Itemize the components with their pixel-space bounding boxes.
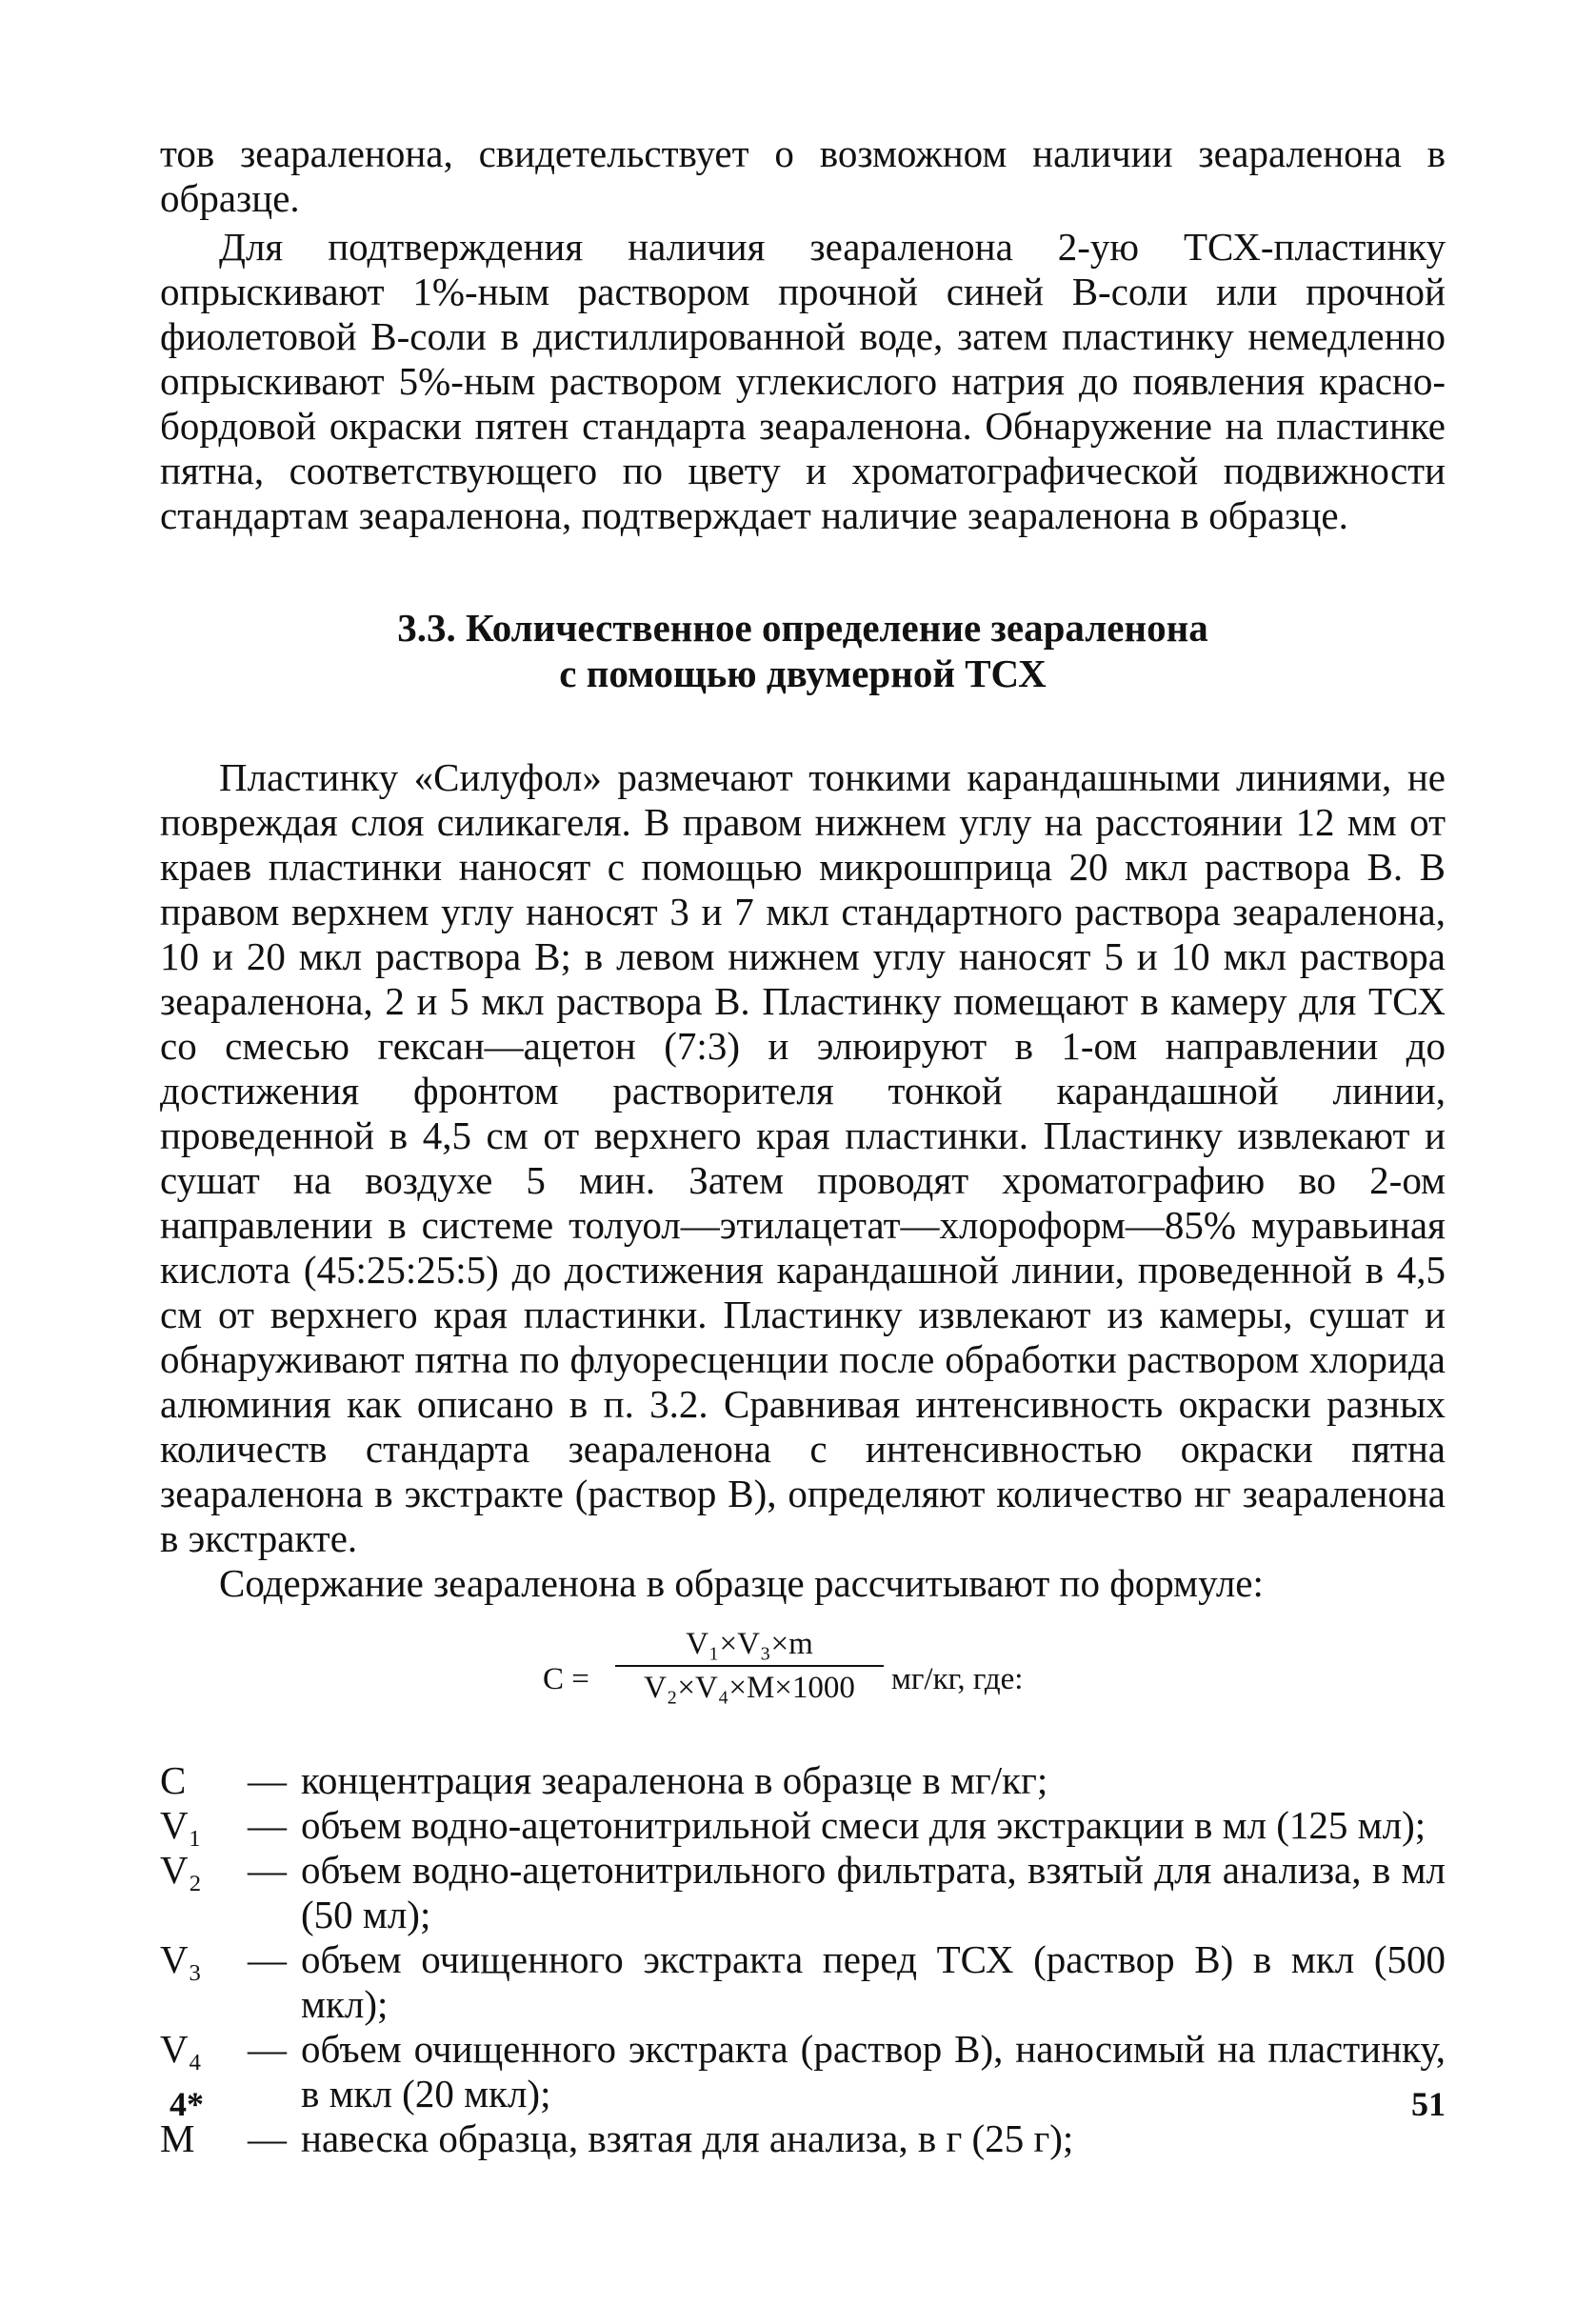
definition-dash: — <box>248 1758 287 1802</box>
document-page <box>160 131 1446 2161</box>
page-number: 51 <box>1411 2085 1446 2123</box>
definition-text: объем очищенного экстракта (раствор В), наносимый на пластинку, в мкл (20 мкл); <box>301 2027 1446 2116</box>
definition-dash: — <box>248 1803 287 1847</box>
paragraph-confirmation: Для подтверждения наличия зеараленона 2-ую ТСХ-пластинку опрыскивают 1%-ным раствором прочной синей В-соли или прочной фиолетовой В-соли в дистиллированной воде, затем пластинку немедленно опрыскивают 5%-ным раствором углекислого натрия до появления красно-бордовой окраски пятен стандарта зеараленона. Обнаружение на пластинке пятна, соответствующего по цвету и хроматографической подвижности стандартам зеараленона, подтверждает наличие зеараленона в образце. <box>160 225 1446 537</box>
definition-dash: — <box>248 1937 287 1981</box>
formula-unit: мг/кг, где: <box>891 1662 1024 1696</box>
definition-symbol: V₄ <box>160 2027 202 2071</box>
paragraph-formula-intro: Содержание зеараленона в образце рассчитывают по формуле: <box>219 1561 1264 1605</box>
definition-row <box>160 1803 1446 1848</box>
definition-text: объем водно-ацетонитрильного фильтрата, взятый для анализа, в мл (50 мл); <box>301 1848 1446 1936</box>
definitions-list <box>160 1758 1446 2161</box>
formula-denominator: V₂×V₄×M×1000 <box>644 1671 855 1705</box>
definition-symbol: V₁ <box>160 1803 202 1847</box>
signature-mark: 4* <box>170 2085 204 2123</box>
definition-symbol: M <box>160 2116 195 2160</box>
definition-text: концентрация зеараленона в образце в мг/кг; <box>301 1758 1048 1802</box>
definition-text: объем водно-ацетонитрильной смеси для экстракции в мл (125 мл); <box>301 1803 1426 1847</box>
definition-row <box>160 2027 1446 2116</box>
definition-symbol: V₂ <box>160 1848 202 1892</box>
concentration-formula <box>160 1625 1446 1730</box>
definition-dash: — <box>248 2116 287 2160</box>
definition-symbol: V₃ <box>160 1937 202 1981</box>
formula-fraction <box>615 1625 884 1707</box>
formula-lhs: C = <box>543 1662 589 1696</box>
paragraph-procedure: Пластинку «Силуфол» размечают тонкими карандашными линиями, не повреждая слоя силикагеля. В правом нижнем углу на расстоянии 12 мм от краев пластинки наносят с помощью микрошприца 20 мкл раствора В. В правом верхнем углу наносят 3 и 7 мкл стандартного раствора зеараленона, 10 и 20 мкл раствора В; в левом нижнем углу наносят 5 и 10 мкл раствора зеараленона, 2 и 5 мкл раствора В. Пластинку помещают в камеру для ТСХ со смесью гексан—ацетон (7:3) и элюируют в 1-ом направлении до достижения фронтом растворителя тонкой карандашной линии, проведенной в 4,5 см от верхнего края пластинки. Пластинку извлекают и сушат на воздухе 5 мин. Затем проводят хроматографию во 2-ом направлении в системе толуол—этилацетат—хлороформ—85% муравьиная кислота (45:25:25:5) до достижения карандашной линии, проведенной в 4,5 см от верхнего края пластинки. Пластинку извлекают из камеры, сушат и обнаруживают пятна по флуоресценции после обработки раствором хлорида алюминия как описано в п. 3.2. Сравнивая интенсивность окраски разных количеств стандарта зеараленона с интенсивностью окраски пятна зеараленона в экстракте (раствор В), определяют количество нг зеараленона в экстракте. <box>160 755 1446 1560</box>
definition-dash: — <box>248 2027 287 2071</box>
formula-numerator: V₁×V₃×m <box>615 1625 884 1667</box>
definition-row <box>160 1848 1446 1937</box>
section-heading-line-1: 3.3. Количественное определение зеараленона <box>397 606 1208 650</box>
section-heading <box>160 605 1446 696</box>
definition-dash: — <box>248 1848 287 1892</box>
definition-row <box>160 1758 1446 1803</box>
definition-text: навеска образца, взятая для анализа, в г (25 г); <box>301 2116 1074 2160</box>
definition-symbol: C <box>160 1758 187 1802</box>
definition-row <box>160 1937 1446 2027</box>
definition-text: объем очищенного экстракта перед ТСХ (раствор В) в мкл (500 мкл); <box>301 1937 1446 2026</box>
paragraph-continuation: тов зеараленона, свидетельствует о возможном наличии зеараленона в образце. <box>160 131 1446 220</box>
definition-row <box>160 2116 1446 2161</box>
section-heading-line-2: с помощью двумерной ТСХ <box>559 652 1047 695</box>
